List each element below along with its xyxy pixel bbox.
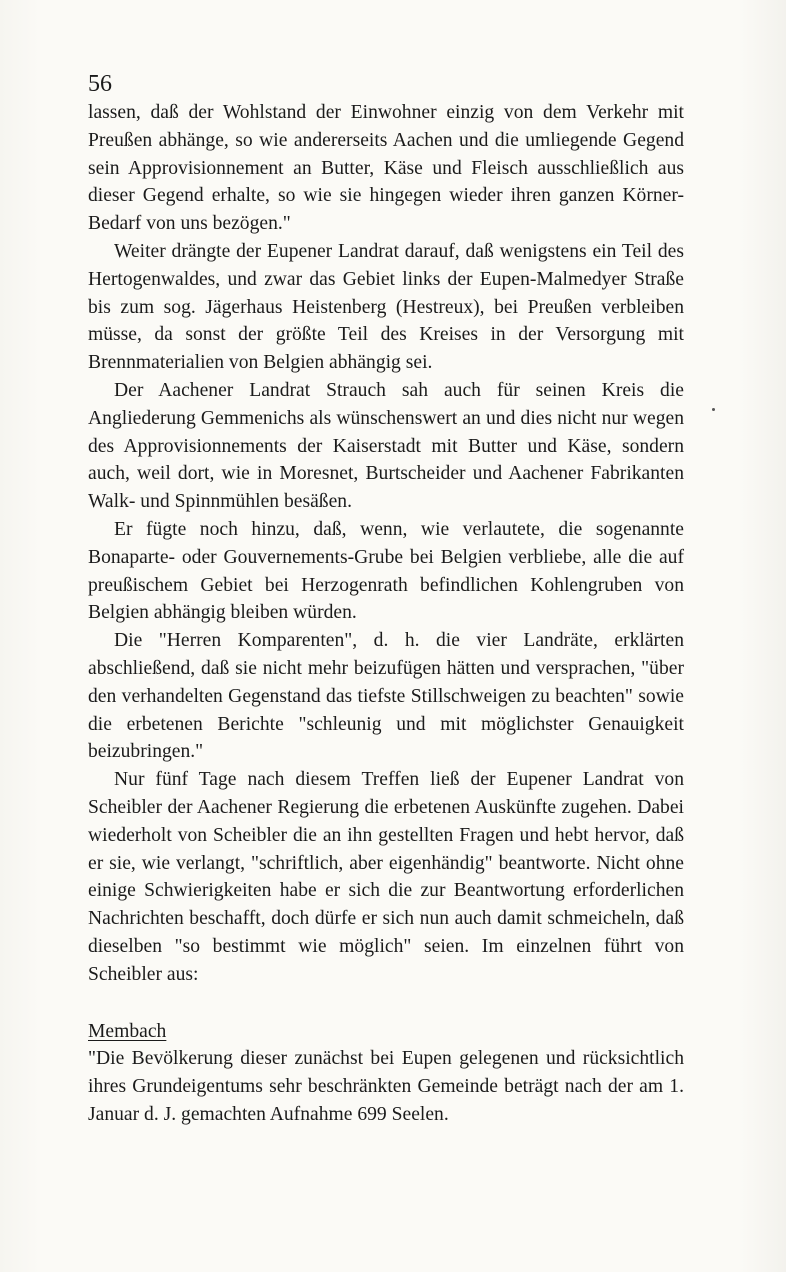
paragraph-3: Der Aachener Landrat Strauch sah auch für seinen Kreis die Angliederung Gemmenichs als wünschenswert an und dies nicht nur wegen des Approvisionnements der Kaiserstadt mit Butter und Käse, sondern auch, weil dort, wie in Moresnet, Burtscheider und Aachener Fabrikanten Walk- und Spinnmühlen besäßen.: [88, 379, 684, 513]
paragraph-5: Die "Herren Komparenten", d. h. die vier Landräte, erklärten abschließend, daß sie nicht mehr beizufügen hätten und versprachen, "über den verhandelten Gegenstand das tiefste Stillschweigen zu beachten" sowie die erbetenen Berichte "schleunig und mit möglichster Genauigkeit beizubringen.": [88, 630, 684, 763]
paragraph-2: Weiter drängte der Eupener Landrat darauf, daß wenigstens ein Teil des Hertogenwaldes, und zwar das Gebiet links der Eupen-Malmedyer Straße bis zum sog. Jägerhaus Heistenberg (Hestreux), bei Preußen verbleiben müsse, da sonst der größte Teil des Kreises in der Versorgung mit Brennmaterialien von Belgien abhängig sei.: [88, 240, 684, 374]
paper-speck: [712, 408, 715, 411]
page-number: 56: [88, 71, 112, 97]
section-paragraph: "Die Bevölkerung dieser zunächst bei Eupen gelegenen und rücksichtlich ihres Grundeigentums sehr beschränkten Gemeinde beträgt nach der am 1. Januar d. J. gemachten Aufnahme 699 Seelen.: [88, 1048, 684, 1125]
body-text: [88, 99, 684, 1129]
paragraph-6: Nur fünf Tage nach diesem Treffen ließ der Eupener Landrat von Scheibler der Aachener Regierung die erbetenen Auskünfte zugehen. Dabei wiederholt von Scheibler die an ihn gestellten Fragen und hebt hervor, daß er sie, wie verlangt, "schriftlich, aber eigenhändig" beantworte. Nicht ohne einige Schwierigkeiten habe er sich die zur Beantwortung erforderlichen Nachrichten beschafft, doch dürfe er sich nun auch damit schmeicheln, daß dieselben "so bestimmt wie möglich" seien. Im einzelnen führt von Scheibler aus:: [88, 769, 684, 985]
paragraph-1: lassen, daß der Wohlstand der Einwohner einzig von dem Verkehr mit Preußen abhänge, so wie andererseits Aachen und die umliegende Gegend sein Approvisionnement an Butter, Käse und Fleisch ausschließlich aus dieser Gegend erhalte, so wie sie hingegen wieder ihren ganzen Körner-Bedarf von uns bezögen.": [88, 102, 684, 235]
section-heading: Membach: [88, 1020, 167, 1042]
paragraph-4: Er fügte noch hinzu, daß, wenn, wie verlautete, die sogenannte Bonaparte- oder Gouvernements-Grube bei Belgien verbliebe, alle die auf preußischem Gebiet bei Herzogenrath befindlichen Kohlengruben von Belgien abhängig bleiben würden.: [88, 518, 684, 624]
